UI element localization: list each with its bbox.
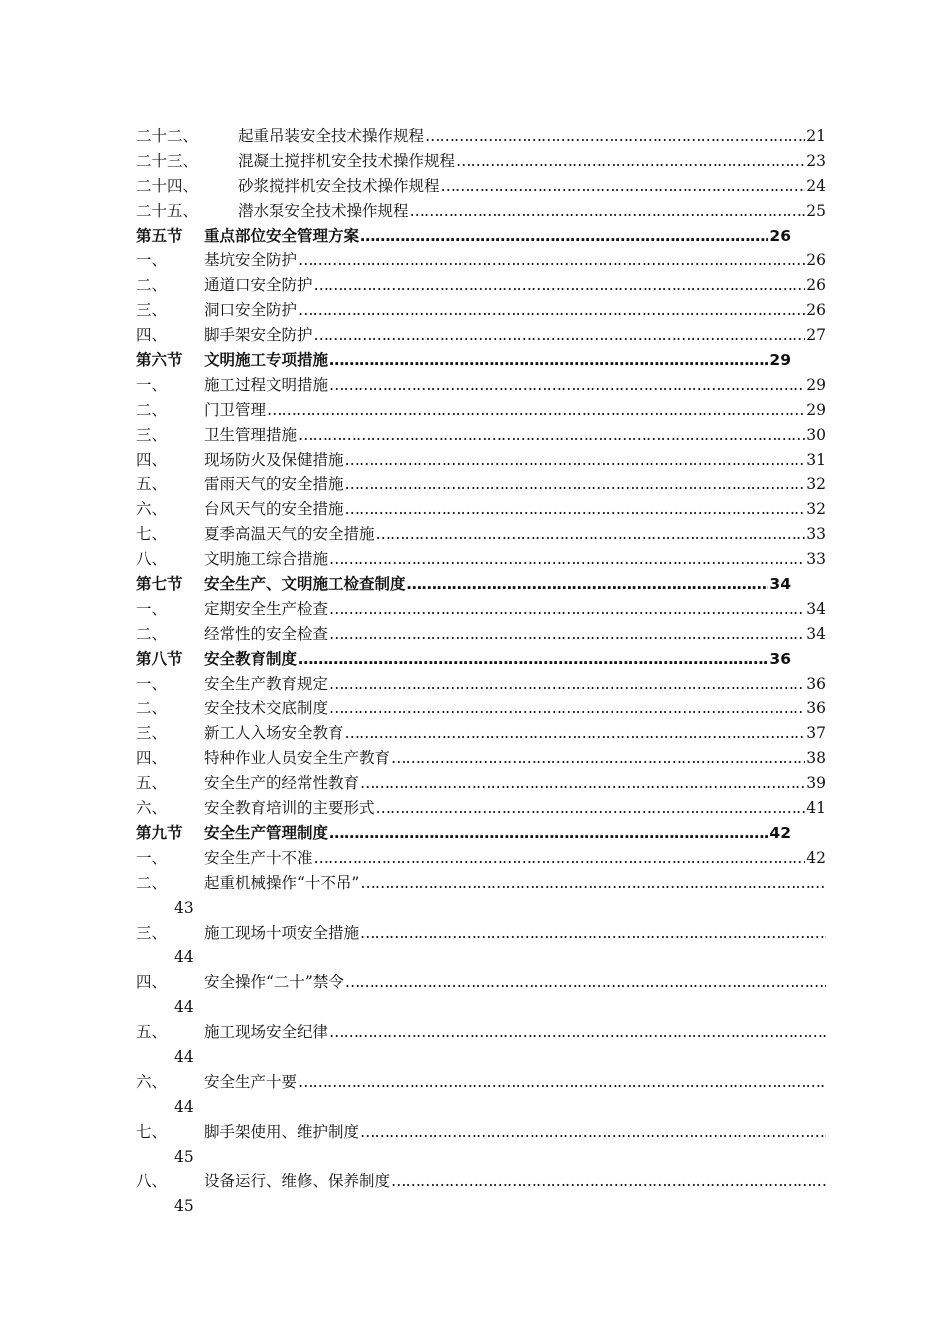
- toc-entry[interactable]: [136, 373, 826, 398]
- toc-entry[interactable]: [136, 871, 826, 896]
- toc-entry[interactable]: [136, 1020, 826, 1045]
- toc-entry-number: 二、: [136, 699, 168, 718]
- toc-entry-title: 新工人入场安全教育: [204, 724, 344, 743]
- toc-entry-number: 第八节: [136, 649, 183, 668]
- dot-leader: [298, 248, 805, 273]
- toc-entry-page-number: 44: [174, 1097, 194, 1116]
- toc-entry-number: 三、: [136, 425, 168, 444]
- toc-entry-page-number: 34: [769, 575, 791, 594]
- toc-entry[interactable]: [136, 149, 826, 174]
- toc-entry[interactable]: [136, 497, 826, 522]
- toc-entry-number: 二、: [136, 276, 168, 295]
- toc-entry-page-number: 25: [806, 201, 826, 220]
- toc-entry-title: 现场防火及保健措施: [204, 450, 344, 469]
- toc-entry-page-number: 26: [769, 226, 791, 245]
- toc-entry-number: 七、: [136, 1122, 168, 1141]
- toc-entry[interactable]: [136, 846, 826, 871]
- toc-entry[interactable]: [136, 472, 826, 497]
- toc-entry-title: 安全教育制度: [204, 649, 298, 668]
- toc-entry-title: 安全生产十要: [204, 1072, 298, 1091]
- toc-entry-page-number: 33: [806, 525, 826, 544]
- toc-entry-title: 混凝土搅拌机安全技术操作规程: [238, 151, 456, 170]
- toc-entry-number: 二十五、: [136, 201, 199, 220]
- dot-leader: [376, 796, 806, 821]
- toc-entry-title: 安全操作“二十”禁令: [204, 973, 344, 992]
- toc-entry-number: 三、: [136, 724, 168, 743]
- toc-entry-title: 定期安全生产检查: [204, 599, 329, 618]
- toc-entry-page-number: 21: [806, 127, 826, 145]
- dot-leader: [329, 348, 768, 373]
- toc-entry-number: 五、: [136, 774, 168, 793]
- toc-entry-page-number: 39: [806, 774, 826, 793]
- toc-entry[interactable]: [136, 398, 826, 423]
- toc-entry-page-number: 45: [174, 1147, 194, 1166]
- toc-entry-page-number: 43: [174, 898, 194, 917]
- toc-entry-number: 六、: [136, 500, 168, 519]
- toc-entry-page-number: 31: [806, 450, 826, 469]
- dot-leader: [329, 821, 768, 846]
- toc-entry[interactable]: [136, 423, 826, 448]
- toc-entry-page-number: 32: [806, 475, 826, 494]
- toc-entry[interactable]: [136, 273, 826, 298]
- toc-entry[interactable]: [136, 622, 826, 647]
- dot-leader: [425, 124, 805, 149]
- toc-entry-page-number: 26: [806, 301, 826, 320]
- toc-entry-number: 第七节: [136, 575, 183, 594]
- dot-leader: [329, 672, 805, 697]
- toc-entry-title: 安全生产、文明施工检查制度: [204, 575, 406, 594]
- dot-leader: [360, 921, 826, 946]
- toc-entry[interactable]: [136, 746, 826, 771]
- toc-entry-number: 四、: [136, 749, 168, 768]
- toc-entry[interactable]: [136, 199, 826, 224]
- dot-leader: [410, 199, 806, 224]
- toc-entry-title: 脚手架使用、维护制度: [204, 1122, 360, 1141]
- dot-leader: [298, 647, 768, 672]
- dot-leader: [329, 597, 805, 622]
- dot-leader: [456, 149, 805, 174]
- dot-leader: [314, 846, 806, 871]
- table-of-contents: [136, 124, 826, 1219]
- toc-entry-page-number: 42: [806, 848, 826, 867]
- toc-entry-title: 潜水泵安全技术操作规程: [238, 201, 409, 220]
- toc-entry-title: 洞口安全防护: [204, 301, 298, 320]
- toc-entry-number: 一、: [136, 251, 168, 270]
- toc-entry-page-number: 33: [806, 550, 826, 569]
- toc-entry[interactable]: [136, 323, 826, 348]
- toc-entry-page-number: 29: [806, 400, 826, 419]
- dot-leader: [329, 1020, 826, 1045]
- toc-entry[interactable]: [136, 796, 826, 821]
- toc-entry-title: 安全生产管理制度: [204, 823, 329, 842]
- toc-entry[interactable]: [136, 547, 826, 572]
- toc-entry-number: 第六节: [136, 351, 183, 370]
- toc-entry-title: 台风天气的安全措施: [204, 500, 344, 519]
- toc-entry-page-number: 44: [174, 998, 194, 1017]
- dot-leader: [314, 273, 806, 298]
- toc-entry-title: 雷雨天气的安全措施: [204, 475, 344, 494]
- toc-entry[interactable]: [136, 124, 826, 149]
- dot-leader: [360, 224, 768, 249]
- toc-entry[interactable]: [136, 522, 826, 547]
- toc-entry-page-number: 29: [806, 375, 826, 394]
- toc-entry[interactable]: [136, 448, 826, 473]
- toc-entry-page-number: 45: [174, 1197, 194, 1216]
- toc-entry[interactable]: [136, 174, 826, 199]
- toc-entry[interactable]: [136, 248, 826, 273]
- toc-entry[interactable]: [136, 597, 826, 622]
- toc-entry-number: 四、: [136, 973, 168, 992]
- dot-leader: [441, 174, 806, 199]
- toc-entry-number: 七、: [136, 525, 168, 544]
- toc-entry-number: 二十三、: [136, 151, 199, 170]
- toc-entry-number: 八、: [136, 550, 168, 569]
- toc-entry[interactable]: [136, 1169, 826, 1194]
- toc-entry-page-number: 42: [769, 823, 791, 842]
- toc-entry[interactable]: [136, 672, 826, 697]
- dot-leader: [391, 1169, 826, 1194]
- toc-entry-title: 门卫管理: [204, 400, 267, 419]
- toc-entry-number: 第九节: [136, 823, 183, 842]
- toc-entry-page-number: 41: [806, 799, 826, 818]
- toc-entry-title: 卫生管理措施: [204, 425, 298, 444]
- toc-entry-title: 脚手架安全防护: [204, 326, 313, 345]
- dot-leader: [345, 970, 826, 995]
- toc-entry[interactable]: [136, 696, 826, 721]
- dot-leader: [391, 746, 805, 771]
- toc-entry-title: 文明施工专项措施: [204, 351, 329, 370]
- toc-entry-title: 文明施工综合措施: [204, 550, 329, 569]
- toc-entry-title: 起重吊装安全技术操作规程: [238, 127, 425, 145]
- toc-entry-number: 一、: [136, 375, 168, 394]
- toc-entry-title: 设备运行、维修、保养制度: [204, 1172, 391, 1191]
- dot-leader: [345, 497, 806, 522]
- toc-entry-number: 三、: [136, 923, 168, 942]
- toc-entry-number: 四、: [136, 450, 168, 469]
- toc-entry[interactable]: [136, 721, 826, 746]
- dot-leader: [298, 298, 805, 323]
- toc-entry-page-number: 30: [806, 425, 826, 444]
- toc-entry-title: 安全生产十不准: [204, 848, 313, 867]
- toc-entry-page-number: 44: [174, 948, 194, 967]
- dot-leader: [329, 547, 805, 572]
- toc-entry-number: 二、: [136, 400, 168, 419]
- toc-entry[interactable]: [136, 921, 826, 946]
- toc-section-entry[interactable]: [136, 224, 791, 249]
- dot-leader: [345, 721, 806, 746]
- toc-entry-number: 一、: [136, 674, 168, 693]
- toc-entry-title: 重点部位安全管理方案: [204, 226, 360, 245]
- toc-entry-page-number: 23: [806, 151, 826, 170]
- toc-section-entry[interactable]: [136, 647, 791, 672]
- toc-entry-page-number: 32: [806, 500, 826, 519]
- toc-entry-title: 安全生产的经常性教育: [204, 774, 360, 793]
- toc-entry-number: 三、: [136, 301, 168, 320]
- toc-entry-title: 施工过程文明措施: [204, 375, 329, 394]
- toc-entry-page-number: 26: [806, 276, 826, 295]
- toc-entry-number: 二十四、: [136, 176, 199, 195]
- toc-entry-number: 八、: [136, 1172, 168, 1191]
- dot-leader: [314, 323, 806, 348]
- dot-leader: [345, 448, 806, 473]
- toc-entry-number: 一、: [136, 848, 168, 867]
- toc-entry-page-number: 29: [769, 351, 791, 370]
- dot-leader: [298, 1070, 826, 1095]
- toc-entry-number: 五、: [136, 475, 168, 494]
- toc-entry-title: 砂浆搅拌机安全技术操作规程: [238, 176, 440, 195]
- toc-entry-number: 四、: [136, 326, 168, 345]
- toc-entry-title: 基坑安全防护: [204, 251, 298, 270]
- toc-section-entry[interactable]: [136, 348, 791, 373]
- toc-entry-page-number: 27: [806, 326, 826, 345]
- dot-leader: [360, 771, 805, 796]
- toc-entry-page-number: 34: [806, 599, 826, 618]
- toc-entry-title: 特种作业人员安全生产教育: [204, 749, 391, 768]
- toc-entry-title: 施工现场安全纪律: [204, 1023, 329, 1042]
- toc-entry-number: 六、: [136, 799, 168, 818]
- toc-entry-number: 二十二、: [136, 127, 199, 145]
- dot-leader: [329, 622, 805, 647]
- toc-entry-number: 五、: [136, 1023, 168, 1042]
- toc-entry-number: 一、: [136, 599, 168, 618]
- dot-leader: [329, 696, 805, 721]
- toc-entry-page-number: 36: [769, 649, 791, 668]
- toc-entry-page-number: 24: [806, 176, 826, 195]
- toc-entry-number: 六、: [136, 1072, 168, 1091]
- toc-entry-number: 二、: [136, 873, 168, 892]
- toc-entry-page-number: 26: [806, 251, 826, 270]
- toc-entry-title: 通道口安全防护: [204, 276, 313, 295]
- dot-leader: [407, 572, 769, 597]
- dot-leader: [298, 423, 805, 448]
- toc-entry-page-number: 34: [806, 624, 826, 643]
- toc-entry-title: 经常性的安全检查: [204, 624, 329, 643]
- dot-leader: [345, 472, 806, 497]
- dot-leader: [360, 871, 826, 896]
- toc-entry[interactable]: [136, 771, 826, 796]
- toc-section-entry[interactable]: [136, 821, 791, 846]
- dot-leader: [360, 1120, 826, 1145]
- toc-entry-page-number: 36: [806, 699, 826, 718]
- toc-entry-page-number: 37: [806, 724, 826, 743]
- dot-leader: [267, 398, 805, 423]
- toc-entry-title: 安全技术交底制度: [204, 699, 329, 718]
- toc-entry[interactable]: [136, 298, 826, 323]
- dot-leader: [329, 373, 805, 398]
- toc-entry-title: 起重机械操作“十不吊”: [204, 873, 360, 892]
- toc-entry-number: 第五节: [136, 226, 183, 245]
- dot-leader: [376, 522, 806, 547]
- toc-entry-title: 安全教育培训的主要形式: [204, 799, 375, 818]
- toc-entry-number: 二、: [136, 624, 168, 643]
- toc-entry-title: 安全生产教育规定: [204, 674, 329, 693]
- toc-entry[interactable]: [136, 970, 826, 995]
- toc-entry-page-number: 36: [806, 674, 826, 693]
- toc-entry-page-number: 38: [806, 749, 826, 768]
- toc-section-entry[interactable]: [136, 572, 791, 597]
- toc-entry-title: 施工现场十项安全措施: [204, 923, 360, 942]
- toc-entry-title: 夏季高温天气的安全措施: [204, 525, 375, 544]
- toc-entry-page-number: 44: [174, 1047, 194, 1066]
- toc-entry[interactable]: [136, 1070, 826, 1095]
- toc-entry[interactable]: [136, 1120, 826, 1145]
